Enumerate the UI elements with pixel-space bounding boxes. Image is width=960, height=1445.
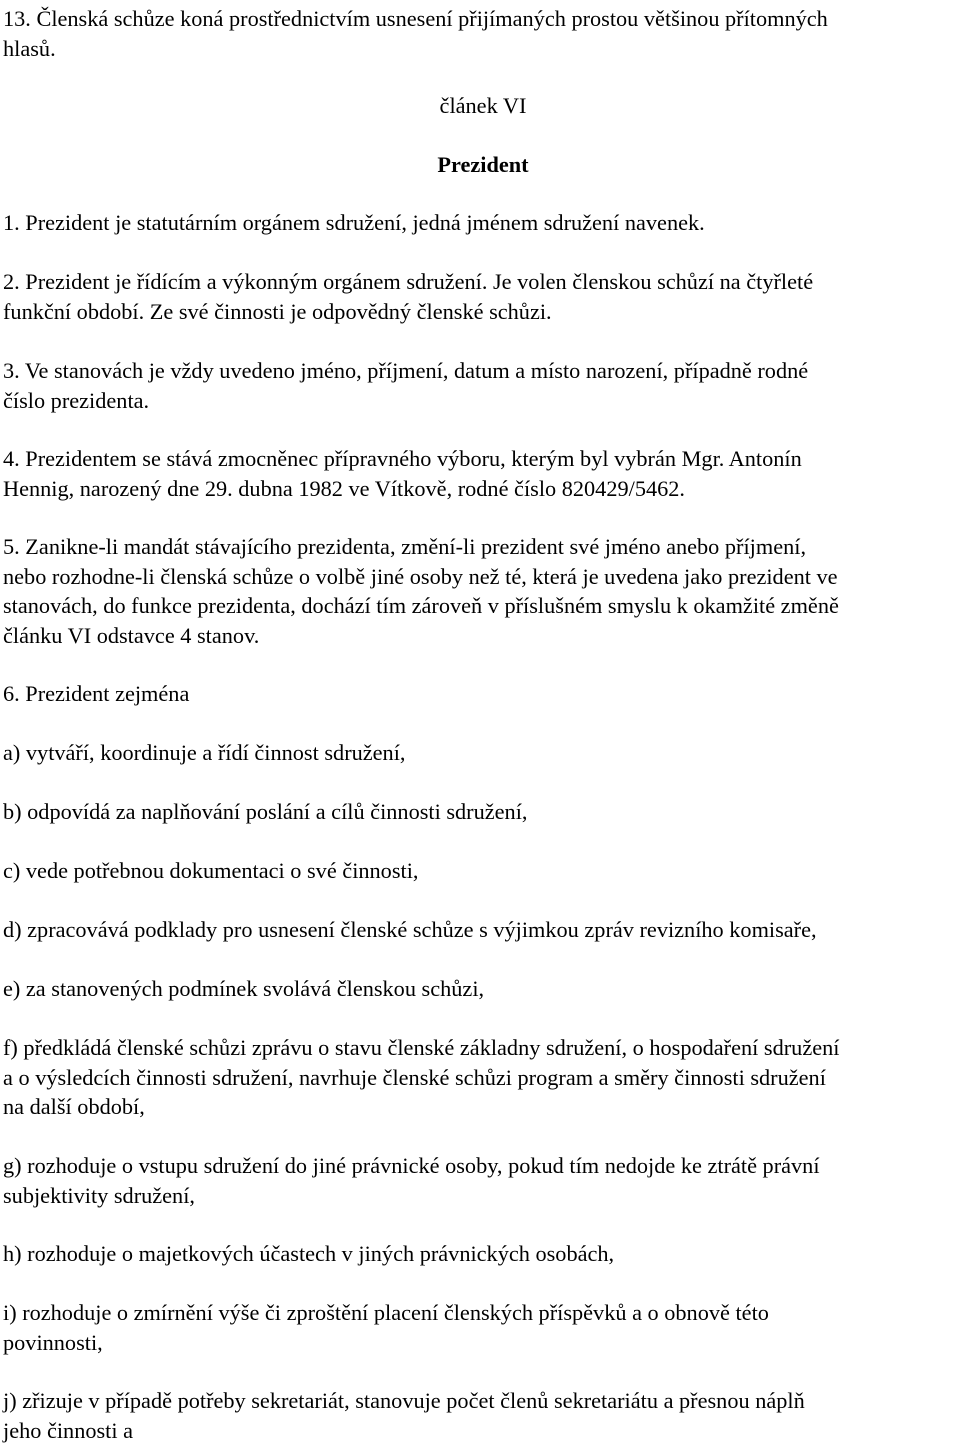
paragraph-3 bbox=[3, 356, 808, 415]
paragraph-line: 13. Členská schůze koná prostřednictvím usnesení přijímaných prostou většinou přítomných bbox=[3, 4, 828, 34]
paragraph-5 bbox=[3, 532, 839, 650]
list-item-line: h) rozhoduje o majetkových účastech v jiných právnických osobách, bbox=[3, 1239, 614, 1269]
paragraph-line: článku VI odstavce 4 stanov. bbox=[3, 621, 839, 651]
list-item-line: jeho činnosti a bbox=[3, 1416, 805, 1445]
list-item-line: j) zřizuje v případě potřeby sekretariát, stanovuje počet členů sekretariátu a přesnou náplň bbox=[3, 1386, 805, 1416]
list-item-b bbox=[3, 797, 527, 827]
paragraph-line: 6. Prezident zejména bbox=[3, 679, 189, 709]
paragraph-2 bbox=[3, 267, 813, 326]
paragraph-line: 3. Ve stanovách je vždy uvedeno jméno, příjmení, datum a místo narození, případně rodné bbox=[3, 356, 808, 386]
paragraph-6 bbox=[3, 679, 189, 709]
paragraph-line: 2. Prezident je řídícím a výkonným orgánem sdružení. Je volen členskou schůzí na čtyřleté bbox=[3, 267, 813, 297]
list-item-c bbox=[3, 856, 418, 886]
list-item-j bbox=[3, 1386, 805, 1445]
list-item-g bbox=[3, 1151, 820, 1210]
list-item-line: c) vede potřebnou dokumentaci o své činnosti, bbox=[3, 856, 418, 886]
paragraph-line: 1. Prezident je statutárním orgánem sdružení, jedná jménem sdružení navenek. bbox=[3, 208, 705, 238]
article-title: Prezident bbox=[0, 150, 960, 180]
list-item-d bbox=[3, 915, 817, 945]
list-item-h bbox=[3, 1239, 614, 1269]
list-item-line: b) odpovídá za naplňování poslání a cílů činnosti sdružení, bbox=[3, 797, 527, 827]
paragraph-line: funkční období. Ze své činnosti je odpovědný členské schůzi. bbox=[3, 297, 813, 327]
paragraph-line: stanovách, do funkce prezidenta, dochází tím zároveň v příslušném smyslu k okamžité změně bbox=[3, 591, 839, 621]
list-item-a bbox=[3, 738, 405, 768]
paragraph-1 bbox=[3, 208, 705, 238]
list-item-line: povinnosti, bbox=[3, 1328, 769, 1358]
list-item-i bbox=[3, 1298, 769, 1357]
list-item-line: na další období, bbox=[3, 1092, 839, 1122]
list-item-e bbox=[3, 974, 484, 1004]
paragraph-line: nebo rozhodne-li členská schůze o volbě jiné osoby než té, která je uvedena jako prezident ve bbox=[3, 562, 839, 592]
list-item-line: i) rozhoduje o zmírnění výše či zproštění placení členských příspěvků a o obnově této bbox=[3, 1298, 769, 1328]
list-item-line: a o výsledcích činnosti sdružení, navrhuje členské schůzi program a směry činnosti sdružení bbox=[3, 1063, 839, 1093]
list-item-line: e) za stanovených podmínek svolává členskou schůzi, bbox=[3, 974, 484, 1004]
list-item-line: f) předkládá členské schůzi zprávu o stavu členské základny sdružení, o hospodaření sdružení bbox=[3, 1033, 839, 1063]
list-item-f bbox=[3, 1033, 839, 1122]
paragraph-line: číslo prezidenta. bbox=[3, 386, 808, 416]
article-number: článek VI bbox=[0, 91, 960, 121]
list-item-line: a) vytváří, koordinuje a řídí činnost sdružení, bbox=[3, 738, 405, 768]
paragraph-line: 5. Zanikne-li mandát stávajícího prezidenta, změní-li prezident své jméno anebo příjmení, bbox=[3, 532, 839, 562]
paragraph-13 bbox=[3, 4, 828, 63]
paragraph-line: hlasů. bbox=[3, 34, 828, 64]
paragraph-line: Hennig, narozený dne 29. dubna 1982 ve Vítkově, rodné číslo 820429/5462. bbox=[3, 474, 802, 504]
paragraph-line: 4. Prezidentem se stává zmocněnec přípravného výboru, kterým byl vybrán Mgr. Antonín bbox=[3, 444, 802, 474]
list-item-line: subjektivity sdružení, bbox=[3, 1181, 820, 1211]
list-item-line: d) zpracovává podklady pro usnesení členské schůze s výjimkou zpráv revizního komisaře, bbox=[3, 915, 817, 945]
list-item-line: g) rozhoduje o vstupu sdružení do jiné právnické osoby, pokud tím nedojde ke ztrátě právní bbox=[3, 1151, 820, 1181]
paragraph-4 bbox=[3, 444, 802, 503]
